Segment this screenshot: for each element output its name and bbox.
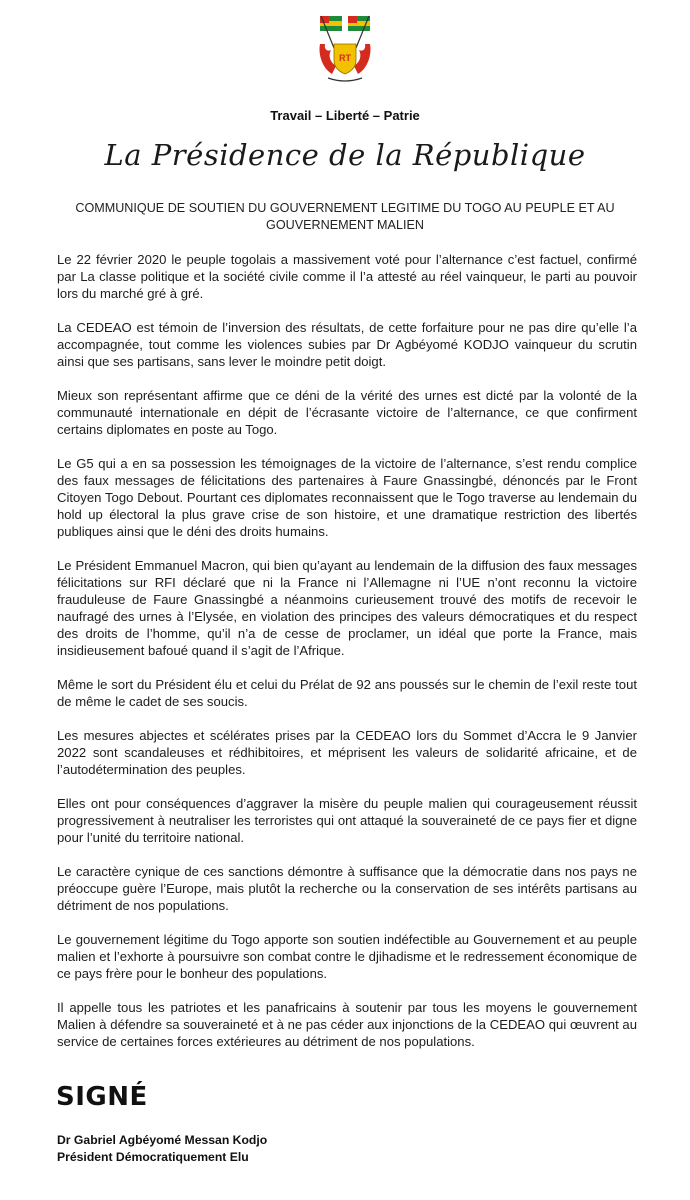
paragraph-5: Le Président Emmanuel Macron, qui bien qu’ayant au lendemain de la diffusion des faux messages félicitations sur RFI déclaré que ni la France ni l’Allemagne ni l’UE n’ont reconnu la victoire frauduleuse de Faure Gnassingbé a néanmoins curieusement trouvé des motifs de recevoir le naufragé des urnes à l’Elysée, en violation des principes des valeurs démocratiques et du respect des droits de l’homme, qu’il n’a de cesse de proclamer, un idéal que porte la France, mais insidieusement bafoué quand il s’agit de l’Afrique. — [57, 558, 637, 658]
paragraph-6: Même le sort du Président élu et celui du Prélat de 92 ans poussés sur le chemin de l’exil reste tout de même le cadet de ses soucis. — [57, 677, 637, 709]
paragraph-3: Mieux son représentant affirme que ce déni de la vérité des urnes est dicté par la volonté de la communauté internationale en dépit de l’écrasante victoire de l’alternance, ce que confirment certains diplomates en poste au Togo. — [57, 388, 637, 437]
paragraph-1: Le 22 février 2020 le peuple togolais a massivement voté pour l’alternance c’est factuel, confirmé par La classe politique et la société civile comme il l’a attesté au réel vainqueur, le parti au pouvoir lors du marché gré à gré. — [57, 252, 637, 301]
presidency-heading: La Présidence de la République — [104, 138, 586, 172]
signed-label: SIGNÉ — [56, 1082, 148, 1112]
communique-title-line-2: GOUVERNEMENT MALIEN — [266, 218, 424, 232]
paragraph-8: Elles ont pour conséquences d’aggraver la misère du peuple malien qui courageusement réussit progressivement à neutraliser les terroristes qui ont attaqué la souveraineté de ce pays fier et digne pour l’unité du territoire national. — [57, 796, 637, 845]
paragraph-7: Les mesures abjectes et scélérates prises par la CEDEAO lors du Sommet d’Accra le 9 Janvier 2022 sont scandaleuses et rédhibitoires, et méprisent les valeurs de solidarité africaine, et de l’autodétermination des peuples. — [57, 728, 637, 777]
emblem-text: RT — [339, 53, 351, 63]
lion-right-icon — [354, 44, 371, 74]
communique-title — [60, 200, 630, 234]
paragraph-9: Le caractère cynique de ces sanctions démontre à suffisance que la démocratie dans nos pays ne préoccupe guère l’Europe, mais plutôt la recherche ou la conservation de ses intérêts partisans au détriment de nos populations. — [57, 864, 637, 913]
bows-icon — [328, 78, 362, 81]
lion-left-icon — [320, 44, 337, 74]
communique-title-line-1: COMMUNIQUE DE SOUTIEN DU GOUVERNEMENT LEGITIME DU TOGO AU PEUPLE ET AU — [75, 201, 615, 215]
national-motto: Travail – Liberté – Patrie — [270, 108, 420, 123]
flags-icon — [320, 16, 370, 48]
paragraph-10: Le gouvernement légitime du Togo apporte son soutien indéfectible au Gouvernement et au peuple malien et l’exhorte à poursuivre son combat contre le djihadisme et le redressement économique de ce pays frère pour le bonheur des populations. — [57, 932, 637, 981]
paragraph-4: Le G5 qui a en sa possession les témoignages de la victoire de l’alternance, s’est rendu complice des faux messages de félicitations des partenaires à Faure Gnassingbé, dénoncés par le Front Citoyen Togo Debout. Pourtant ces diplomates reconnaissent que le Togo traverse au lendemain du hold up électoral la plus grave crise de son histoire, et une dramatique restriction des libertés publiques ainsi que le déni des droits humains. — [57, 456, 637, 539]
paragraph-2: La CEDEAO est témoin de l’inversion des résultats, de cette forfaiture pour ne pas dire qu’elle l’a accompagnée, tout comme les violences subies par Dr Agbéyomé KODJO vainqueur du scrutin ainsi que ses partisans, sans lever le moindre petit doigt. — [57, 320, 637, 369]
signatory-role: Président Démocratiquement Elu — [57, 1150, 249, 1164]
national-emblem-icon — [314, 14, 376, 84]
communique-body — [57, 251, 637, 1067]
paragraph-11: Il appelle tous les patriotes et les panafricains à soutenir par tous les moyens le gouvernement Malien à défendre sa souveraineté et à ne pas céder aux injonctions de la CEDEAO qui œuvrent au service de certaines forces extérieures au détriment de nos populations. — [57, 1000, 637, 1049]
signatory-name: Dr Gabriel Agbéyomé Messan Kodjo — [57, 1133, 268, 1147]
